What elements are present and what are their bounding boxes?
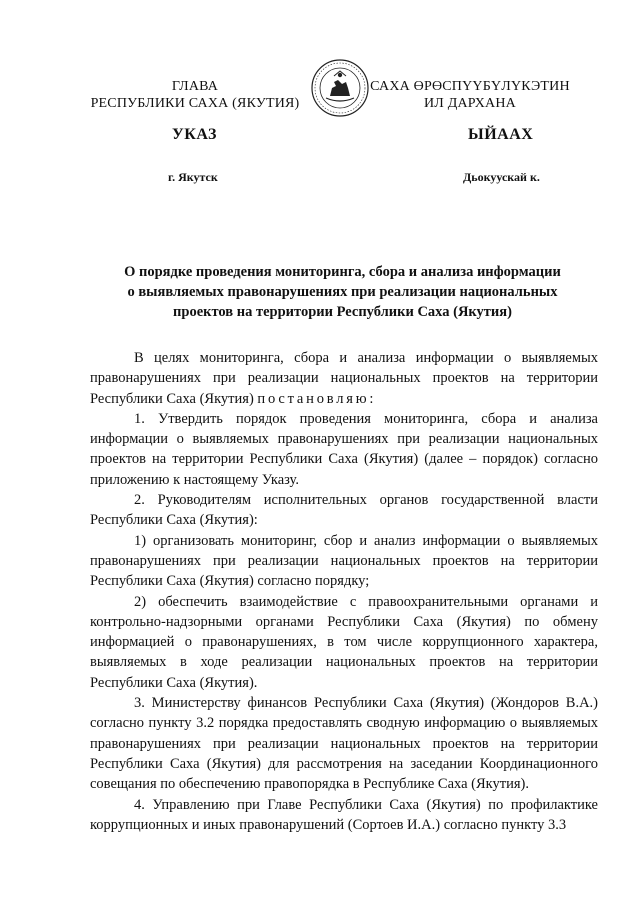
title-line: проектов на территории Республики Саха (Якутия)	[173, 304, 512, 320]
issuer-republic-yakut: САХА ӨРӨСПҮҮБҮЛҮКЭТИН	[370, 79, 570, 94]
clause-2: 2. Руководителям исполнительных органов государственной власти Республики Саха (Якутия):	[90, 492, 598, 529]
clause-2-1: 1) организовать мониторинг, сбор и анализ информации о выявляемых правонарушениях при реализации национальных проектов на территории Республики Саха (Якутия) согласно порядку;	[90, 532, 598, 590]
decree-title	[90, 262, 595, 322]
doc-type-yakut: ЫЙААХ	[468, 126, 534, 143]
title-line: о выявляемых правонарушениях при реализации национальных	[127, 284, 558, 300]
issuer-title: ГЛАВА	[171, 79, 219, 94]
issuer-name-russian	[70, 78, 320, 112]
city-russian: г. Якутск	[168, 170, 218, 184]
issuer-republic: РЕСПУБЛИКИ САХА (ЯКУТИЯ)	[90, 96, 300, 111]
decree-body	[90, 348, 598, 835]
city-yakut: Дьокуускай к.	[463, 170, 540, 184]
issuer-title-yakut: ИЛ ДАРХАНА	[423, 96, 516, 111]
intro-paragraph	[90, 348, 598, 409]
issuer-name-yakut	[345, 78, 595, 112]
clause-3: 3. Министерству финансов Республики Саха (Якутия) (Жондоров В.А.) согласно пункту 3.2 порядка предоставлять сводную информацию о выявляемых правонарушениях при реализации национальных проектов на территории Республики Саха (Якутия) для рассмотрения на заседании Координационного совещания по обеспечению правопорядка в Республике Саха (Якутия).	[90, 695, 598, 793]
title-line: О порядке проведения мониторинга, сбора и анализа информации	[124, 264, 561, 280]
clause-1: 1. Утвердить порядок проведения мониторинга, сбора и анализа информации о выявляемых правонарушениях при реализации национальных проектов на территории Республики Саха (Якутия) (далее – порядок) согласно приложению к настоящему Указу.	[90, 410, 598, 488]
intro-text: В целях мониторинга, сбора и анализа информации о выявляемых правонарушениях при реализации национальных проектов на территории Республики Саха (Якутия)	[90, 350, 598, 407]
clause-2-2: 2) обеспечить взаимодействие с правоохранительными органами и контрольно-надзорными органами Республики Саха (Якутия) по обмену информацией о правонарушениях, в том числе коррупционного характера, выявляемых в ходе реализации национальных проектов на территории Республики Саха (Якутия).	[90, 593, 598, 691]
clause-4: 4. Управлению при Главе Республики Саха (Якутия) по профилактике коррупционных и иных правонарушений (Сортоев И.А.) согласно пункту 3.3	[90, 796, 598, 833]
doc-type-russian: УКАЗ	[172, 126, 217, 143]
resolution-keyword: постановляю:	[257, 390, 377, 407]
